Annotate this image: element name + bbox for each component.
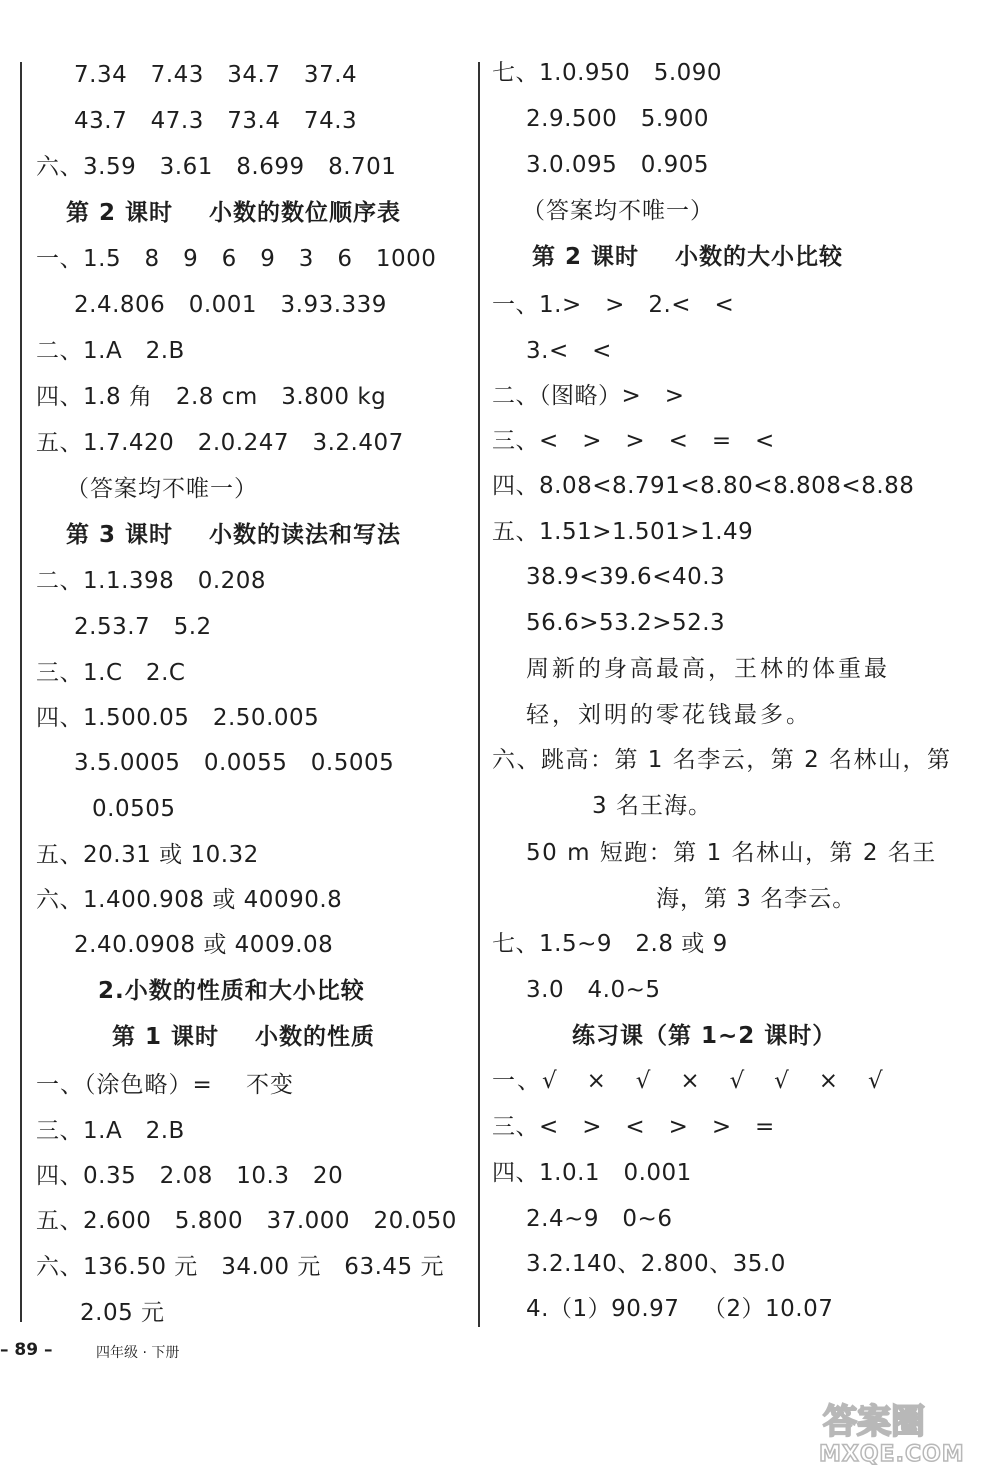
answer-line: 2.4.806 0.001 3.93.339 (74, 292, 387, 318)
answer-line: 二、1.A 2.B (36, 338, 185, 364)
answer-line: 7.34 7.43 34.7 37.4 (74, 62, 358, 88)
answer-line: 七、1.5~9 2.8 或 9 (492, 931, 728, 957)
answer-line: 四、1.8 角 2.8 cm 3.800 kg (36, 384, 387, 410)
answer-line: 3.< < (526, 338, 612, 364)
answer-line: 2.40.0908 或 4009.08 (74, 932, 334, 958)
answer-line: 一、（涂色略）= 不变 (36, 1072, 295, 1098)
answer-line: 2.05 元 (80, 1300, 165, 1326)
left-margin-rule (20, 62, 22, 1322)
answer-line: 七、1.0.950 5.090 (492, 60, 723, 86)
answer-line: 周新的身高最高，王林的体重最 (526, 656, 890, 682)
answer-line: 43.7 47.3 73.4 74.3 (74, 108, 358, 134)
answer-line: 2.4~9 0~6 (526, 1206, 673, 1232)
answer-line: 一、1.5 8 9 6 9 3 6 1000 (36, 246, 437, 272)
answer-line: 3 名王海。 (592, 793, 712, 819)
answer-note: （答案均不唯一） (66, 476, 258, 502)
answer-line: 轻，刘明的零花钱最多。 (526, 702, 812, 728)
grade-label: 四年级 · 下册 (96, 1345, 180, 1361)
page-number-value: 89 (14, 1340, 39, 1360)
answer-line: 六、3.59 3.61 8.699 8.701 (36, 154, 397, 180)
answer-line: 一、1.> > 2.< < (492, 292, 735, 318)
page-number: – 89 – (0, 1340, 53, 1360)
answer-line: 六、跳高：第 1 名李云，第 2 名林山，第 (492, 747, 952, 773)
section-heading: 第 2 课时 小数的数位顺序表 (66, 200, 402, 226)
section-heading: 第 2 课时 小数的大小比较 (532, 244, 844, 270)
answer-line: 一、√ × √ × √ √ × √ (492, 1068, 885, 1094)
column-divider (478, 62, 480, 1327)
answer-line: 4.（1）90.97 （2）10.07 (526, 1296, 834, 1322)
answer-line: 三、1.C 2.C (36, 660, 186, 686)
svg-text:答案圈: 答案圈 (823, 1402, 925, 1442)
chapter-heading: 2.小数的性质和大小比较 (98, 978, 365, 1004)
answer-line: 2.9.500 5.900 (526, 106, 710, 132)
answer-line: 三、1.A 2.B (36, 1118, 185, 1144)
answer-line: 四、1.0.1 0.001 (492, 1160, 692, 1186)
answer-line: 3.0.095 0.905 (526, 152, 710, 178)
answer-line: 五、1.7.420 2.0.247 3.2.407 (36, 430, 404, 456)
answer-line: 六、1.400.908 或 40090.8 (36, 887, 343, 913)
answer-line: 四、8.08<8.791<8.80<8.808<8.88 (492, 473, 915, 499)
section-heading: 练习课（第 1~2 课时） (572, 1023, 837, 1049)
section-heading: 第 1 课时 小数的性质 (112, 1024, 376, 1050)
answer-line: 五、1.51>1.501>1.49 (492, 519, 754, 545)
answer-line: 50 m 短跑：第 1 名林山，第 2 名王 (526, 840, 937, 866)
answer-line: 3.5.0005 0.0055 0.5005 (74, 750, 395, 776)
answer-line: 56.6>53.2>52.3 (526, 610, 726, 636)
svg-text:MXQE.COM: MXQE.COM (819, 1442, 965, 1467)
answer-note: （答案均不唯一） (522, 198, 714, 224)
watermark-logo (805, 1395, 985, 1467)
answer-line: 海，第 3 名李云。 (656, 886, 857, 912)
answer-line: 六、136.50 元 34.00 元 63.45 元 (36, 1254, 444, 1280)
answer-line: 三、< > < > > = (492, 1114, 775, 1140)
answer-line: 四、0.35 2.08 10.3 20 (36, 1163, 344, 1189)
answer-line: 三、< > > < = < (492, 428, 775, 454)
answer-line: 五、2.600 5.800 37.000 20.050 (36, 1208, 457, 1234)
answer-line: 3.0 4.0~5 (526, 977, 661, 1003)
answer-line: 0.0505 (92, 796, 176, 822)
answer-line: 3.2.140、2.800、35.0 (526, 1251, 786, 1277)
answer-line: 38.9<39.6<40.3 (526, 564, 726, 590)
answer-line: 二、1.1.398 0.208 (36, 568, 267, 594)
answer-line: 2.53.7 5.2 (74, 614, 212, 640)
answer-line: 五、20.31 或 10.32 (36, 842, 259, 868)
answer-line: 二、（图略）> > (492, 383, 685, 409)
answer-line: 四、1.500.05 2.50.005 (36, 705, 320, 731)
section-heading: 第 3 课时 小数的读法和写法 (66, 522, 402, 548)
